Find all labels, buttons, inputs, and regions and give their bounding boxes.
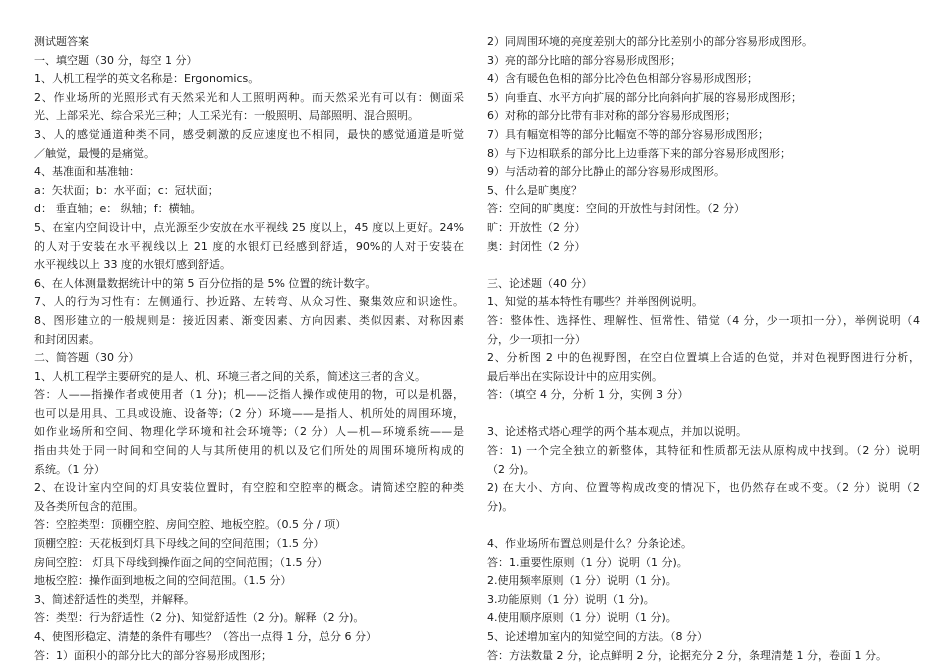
text-line: 奥：封闭性（2 分） — [487, 239, 586, 253]
text-line: 答：空腔类型：顶棚空腔、房间空腔、地板空腔。（0.5 分 / 项） — [34, 518, 347, 532]
spacer-line — [487, 405, 920, 424]
text-line: 二、简答题（30 分） — [34, 351, 140, 365]
text-line: 7、人的行为习性有：左侧通行、抄近路、左转弯、从众习性、聚集效应和识途性。 — [34, 295, 464, 309]
text-line: 5、在室内空间设计中，点光源至少安放在水平视线 25 度以上，45 度以上更好。24% — [34, 220, 464, 234]
text-line: 5、论述增加室内的知觉空间的方法。（8 分） — [487, 630, 708, 643]
right-column — [487, 33, 920, 665]
text-line: 8、图形建立的一般规则是：接近因素、渐变因素、方向因素、类似因素、对称因素 — [34, 313, 464, 327]
text-line: 4、使图形稳定、清楚的条件有哪些？（答出一点得 1 分，总分 6 分） — [34, 630, 377, 643]
text-line: 答：整体性、选择性、理解性、恒常性、错觉（4 分，少一项扣一分），举例说明（4 — [487, 313, 920, 327]
spacer-line — [487, 256, 920, 275]
text-line: 及各类所包含的范围。 — [34, 499, 144, 513]
text-line: （2 分)。 — [487, 462, 535, 476]
text-line: 水平视线以上 33 度的水银灯感到舒适。 — [34, 258, 231, 272]
text-line: 4.使用顺序原则（1 分）说明（1 分)。 — [487, 611, 677, 625]
text-line: 3）亮的部分比暗的部分容易形成图形； — [487, 53, 681, 67]
text-line: 2、分析图 2 中的色视野图，在空白位置填上合适的色觉，并对色视野图进行分析， — [487, 351, 920, 365]
text-line: 旷：开放性（2 分） — [487, 220, 586, 234]
text-line: 也可以是用具、工具或设施、设备等;（2 分）环境——是指人、机所处的周围环境， — [34, 406, 464, 420]
text-line: 一、填空题（30 分，每空 1 分） — [34, 53, 198, 67]
text-line: 答：人——指操作者或使用者（1 分)；机——泛指人操作或使用的物，可以是机器， — [34, 388, 464, 402]
text-line: 指由共处于同一时间和空间的人与其所使用的机以及它们所处的周围环境所构成的 — [34, 444, 464, 458]
text-line: 答：空间的旷奥度：空间的开放性与封闭性。（2 分） — [487, 202, 745, 216]
text-line: 6）对称的部分比带有非对称的部分容易形成图形； — [487, 109, 736, 123]
text-line: 3、人的感觉通道种类不同，感受刺激的反应速度也不相同，最快的感觉通道是听觉 — [34, 127, 464, 141]
text-line: 1、知觉的基本特性有哪些？并举图例说明。 — [487, 295, 703, 309]
text-line: 4）含有暖色色相的部分比冷色色相部分容易形成图形； — [487, 72, 758, 86]
text-line: 分，少一项扣一分） — [487, 332, 586, 346]
text-line: 1、人机工程学的英文名称是：Ergonomics。 — [34, 72, 260, 86]
text-line: 三、论述题（40 分） — [487, 276, 593, 290]
text-line: 的人对于安装在水平视线以上 21 度的水银灯已经感到舒适，90%的人对于安装在 — [34, 239, 464, 253]
text-line: ／触觉，最慢的是痛觉。 — [34, 146, 155, 160]
text-line: 2.使用频率原则（1 分）说明（1 分)。 — [487, 574, 677, 588]
text-line: 分)。 — [487, 499, 514, 513]
text-line: 系统。（1 分） — [34, 462, 105, 476]
text-line: a：矢状面；b：水平面；c：冠状面； — [34, 183, 219, 197]
text-line: 5）向垂直、水平方向扩展的部分比向斜向扩展的容易形成图形； — [487, 90, 802, 104]
text-line: 顶棚空腔：天花板到灯具下母线之间的空间范围；（1.5 分） — [34, 537, 325, 551]
text-line: 3、简述舒适性的类型，并解释。 — [34, 592, 195, 606]
text-line: 2）同周围环境的亮度差别大的部分比差别小的部分容易形成图形。 — [487, 35, 813, 48]
text-line: 答：1.重要性原则（1 分）说明（1 分)。 — [487, 555, 688, 569]
text-line: 6、在人体测量数据统计中的第 5 百分位指的是 5% 位置的统计数字。 — [34, 276, 377, 290]
text-line: 答：类型：行为舒适性（2 分)、知觉舒适性（2 分)。解释（2 分)。 — [34, 611, 365, 625]
text-line: 答：1) 一个完全独立的新整体，其特征和性质都无法从原构成中找到。（2 分）说明 — [487, 444, 920, 458]
text-line: 和封闭因素。 — [34, 332, 100, 346]
text-line: 2、在设计室内空间的灯具安装位置时，有空腔和空腔率的概念。请简述空腔的种类 — [34, 481, 464, 495]
text-line: 2、作业场所的光照形式有天然采光和人工照明两种。而天然采光有可以有：侧面采 — [34, 90, 464, 104]
text-line: 3.功能原则（1 分）说明（1 分)。 — [487, 592, 655, 606]
text-line: 光、上部采光、综合采光三种；人工采光有：一般照明、局部照明、混合照明。 — [34, 109, 419, 123]
text-line: 8）与下边相联系的部分比上边垂落下来的部分容易形成图形； — [487, 146, 791, 160]
spacer-line — [487, 516, 920, 535]
text-line: 2) 在大小、方向、位置等构成改变的情况下，也仍然存在或不变。（2 分）说明（2 — [487, 481, 920, 495]
text-line: 3、论述格式塔心理学的两个基本观点，并加以说明。 — [487, 425, 747, 439]
text-line: 测试题答案 — [34, 35, 89, 48]
text-line: 1、人机工程学主要研究的是人、机、环境三者之间的关系，简述这三者的含义。 — [34, 369, 426, 383]
text-line: 房间空腔： 灯具下母线到操作面之间的空间范围；（1.5 分） — [34, 555, 328, 569]
text-line: 如作业场所和空间、物理化学环境和社会环境等;（2 分）人—机—环境系统——是 — [34, 425, 464, 439]
text-line: 最后举出在实际设计中的应用实例。 — [487, 369, 663, 383]
text-line: 答：1）面积小的部分比大的部分容易形成图形； — [34, 648, 272, 662]
text-line: 5、什么是旷奥度？ — [487, 183, 582, 197]
text-line: d： 垂直轴；e： 纵轴；f：横轴。 — [34, 202, 202, 216]
left-column — [34, 33, 464, 665]
text-line: 答：方法数量 2 分，论点鲜明 2 分，论据充分 2 分，条理清楚 1 分，卷面 1 分。 — [487, 648, 887, 662]
text-line: 7）具有幅宽相等的部分比幅宽不等的部分容易形成图形； — [487, 127, 769, 141]
text-line: 4、基准面和基准轴： — [34, 165, 140, 179]
text-line: 地板空腔：操作面到地板之间的空间范围。（1.5 分） — [34, 574, 292, 588]
text-line: 答：（填空 4 分，分析 1 分，实例 3 分） — [487, 388, 689, 402]
text-line: 4、作业场所布置总则是什么？分条论述。 — [487, 537, 692, 551]
text-line: 9）与活动着的部分比静止的部分容易形成图形。 — [487, 165, 725, 179]
